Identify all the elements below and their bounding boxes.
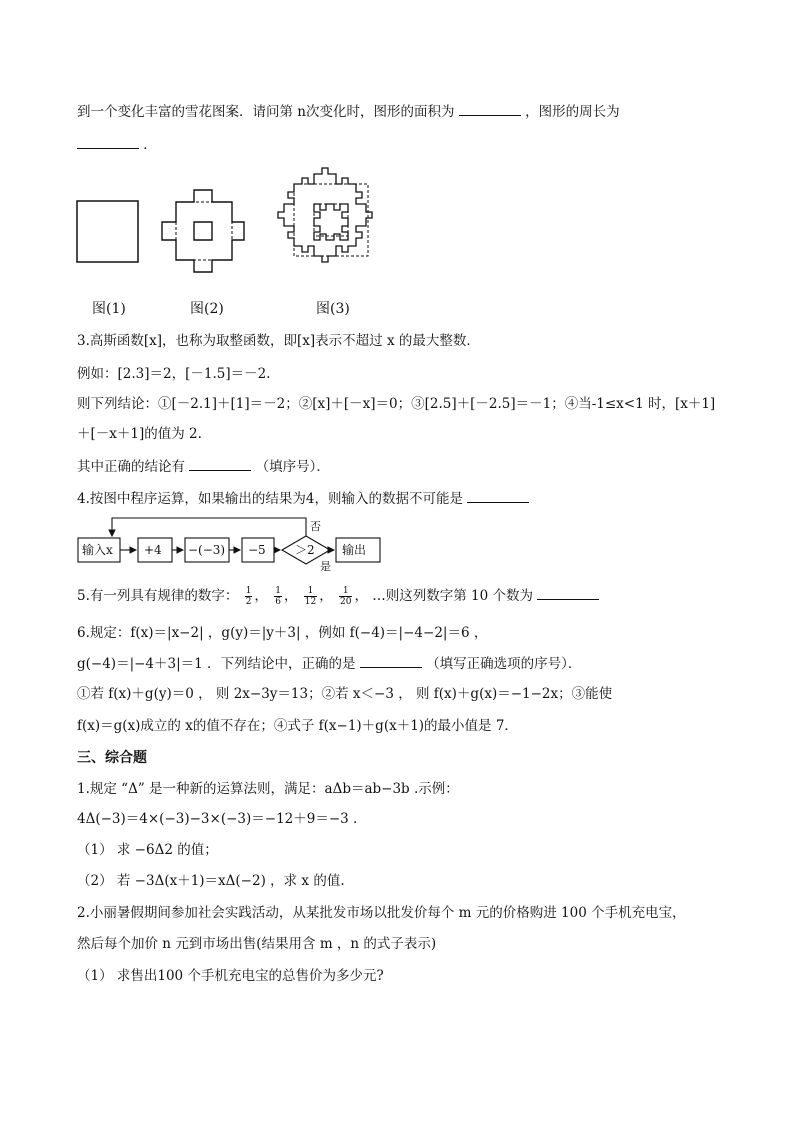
flow-yes-label: 是 [320, 560, 331, 572]
flow-step2-label: −(−3) [188, 543, 226, 557]
s3-p2-line-2: 然后每个加价 n 元到市场出售(结果用含 m ，n 的式子表示) [77, 936, 437, 952]
flow-input-label: 输入x [82, 543, 113, 557]
q6-line-2: g(−4)＝|−4＋3|＝1 ．下列结论中，正确的是 （填写正确选项的序号）． [77, 653, 581, 674]
q4-line-1: 4.按图中程序运算，如果输出的结果为4，则输入的数据不可能是 [77, 488, 529, 509]
q5-fraction-4: $\frac{1}{20}$ [340, 586, 352, 607]
q6-answer-blank[interactable] [360, 653, 422, 668]
figure-2-caption: 图(2) [190, 301, 224, 317]
q3-line-1: 3.高斯函数[x]，也称为取整函数，即[x]表示不超过 x 的最大整数． [77, 333, 480, 349]
flow-step3-label: −5 [248, 543, 266, 557]
figure-3-snowflake [270, 160, 392, 280]
q3-answer-blank[interactable] [189, 456, 251, 471]
q5-answer-blank[interactable] [537, 585, 599, 600]
s3-p2-line-1: 2.小丽暑假期间参加社会实践活动，从某批发市场以批发价每个 m 元的价格购进 100 个手机充电宝， [77, 905, 686, 921]
q3-line-2: 例如：[2.3]＝2，[－1.5]＝－2. [77, 366, 271, 382]
s3-p1-line-1: 1.规定 “Δ” 是一种新的运算法则，满足：aΔb＝ab−3b .示例： [77, 781, 459, 797]
q4-flowchart [70, 512, 390, 572]
q3-line-5: 其中正确的结论有 （填序号）． [77, 456, 330, 477]
q5-fraction-1: $\frac{1}{2}$ [245, 586, 252, 607]
q3-line-3: 则下列结论：①[－2.1]＋[1]＝－2；②[x]＋[－x]＝0；③[2.5]＋[－2.5]＝－1；④当-1≤x<1 时，[x＋1] [77, 396, 716, 412]
s3-p1-line-2: 4Δ(−3)＝4×(−3)−3×(−3)＝−12＋9＝−3 . [77, 811, 358, 827]
figure-3-caption: 图(3) [316, 301, 350, 317]
s3-p2-line-3: （1） 求售出100 个手机充电宝的总售价为多少元? [77, 968, 384, 984]
q5-fraction-2: $\frac{1}{6}$ [275, 586, 281, 607]
snowflake-question-line-1: 到一个变化丰富的雪花图案．请问第 n次变化时，图形的面积为 ，图形的周长为 [77, 101, 620, 122]
section-3-title: 三、综合题 [77, 750, 147, 766]
flow-condition-label: ＞2 [295, 543, 315, 557]
figure-1-caption: 图(1) [92, 301, 126, 317]
figure-2-snowflake [156, 186, 254, 280]
q6-line-3: ①若 f(x)＋g(y)＝0 ， 则 2x−3y＝13；②若 x＜−3 ， 则 f(x)＋g(x)＝−1−2x；③能使 [77, 686, 613, 702]
q3-line-4: ＋[－x＋1]的值为 2. [77, 426, 202, 442]
flow-output-label: 输出 [342, 543, 367, 557]
figure-1-square [76, 200, 140, 264]
flow-step1-label: +4 [144, 543, 162, 557]
q5-fraction-3: $\frac{1}{12}$ [304, 586, 317, 607]
q4-answer-blank[interactable] [467, 488, 529, 503]
area-answer-blank[interactable] [459, 101, 521, 116]
s3-p1-line-4: （2） 若 −3Δ(x＋1)＝xΔ(−2) ，求 x 的值. [77, 873, 345, 889]
q6-line-4: f(x)＝g(x)成立的 x的值不存在；④式子 f(x−1)＋g(x＋1)的最小值是 7． [77, 718, 518, 734]
q6-line-1: 6.规定：f(x)＝|x−2| ，g(y)＝|y＋3| ，例如 f(−4)＝|−4−2|＝6 ， [77, 625, 488, 641]
q5-line: 5.有一列具有规律的数字： $\frac{1}{2}$ ， $\frac{1}{6}$ ， $\frac{1}{12}$ ， $\frac{1}{20}$ ， …则这列数字第 10 个数为 [77, 585, 599, 607]
s3-p1-line-3: （1） 求 −6Δ2 的值； [77, 842, 218, 858]
snowflake-question-line-2: ． [77, 134, 157, 155]
perimeter-answer-blank[interactable] [77, 134, 139, 149]
flow-no-label: 否 [310, 520, 321, 533]
